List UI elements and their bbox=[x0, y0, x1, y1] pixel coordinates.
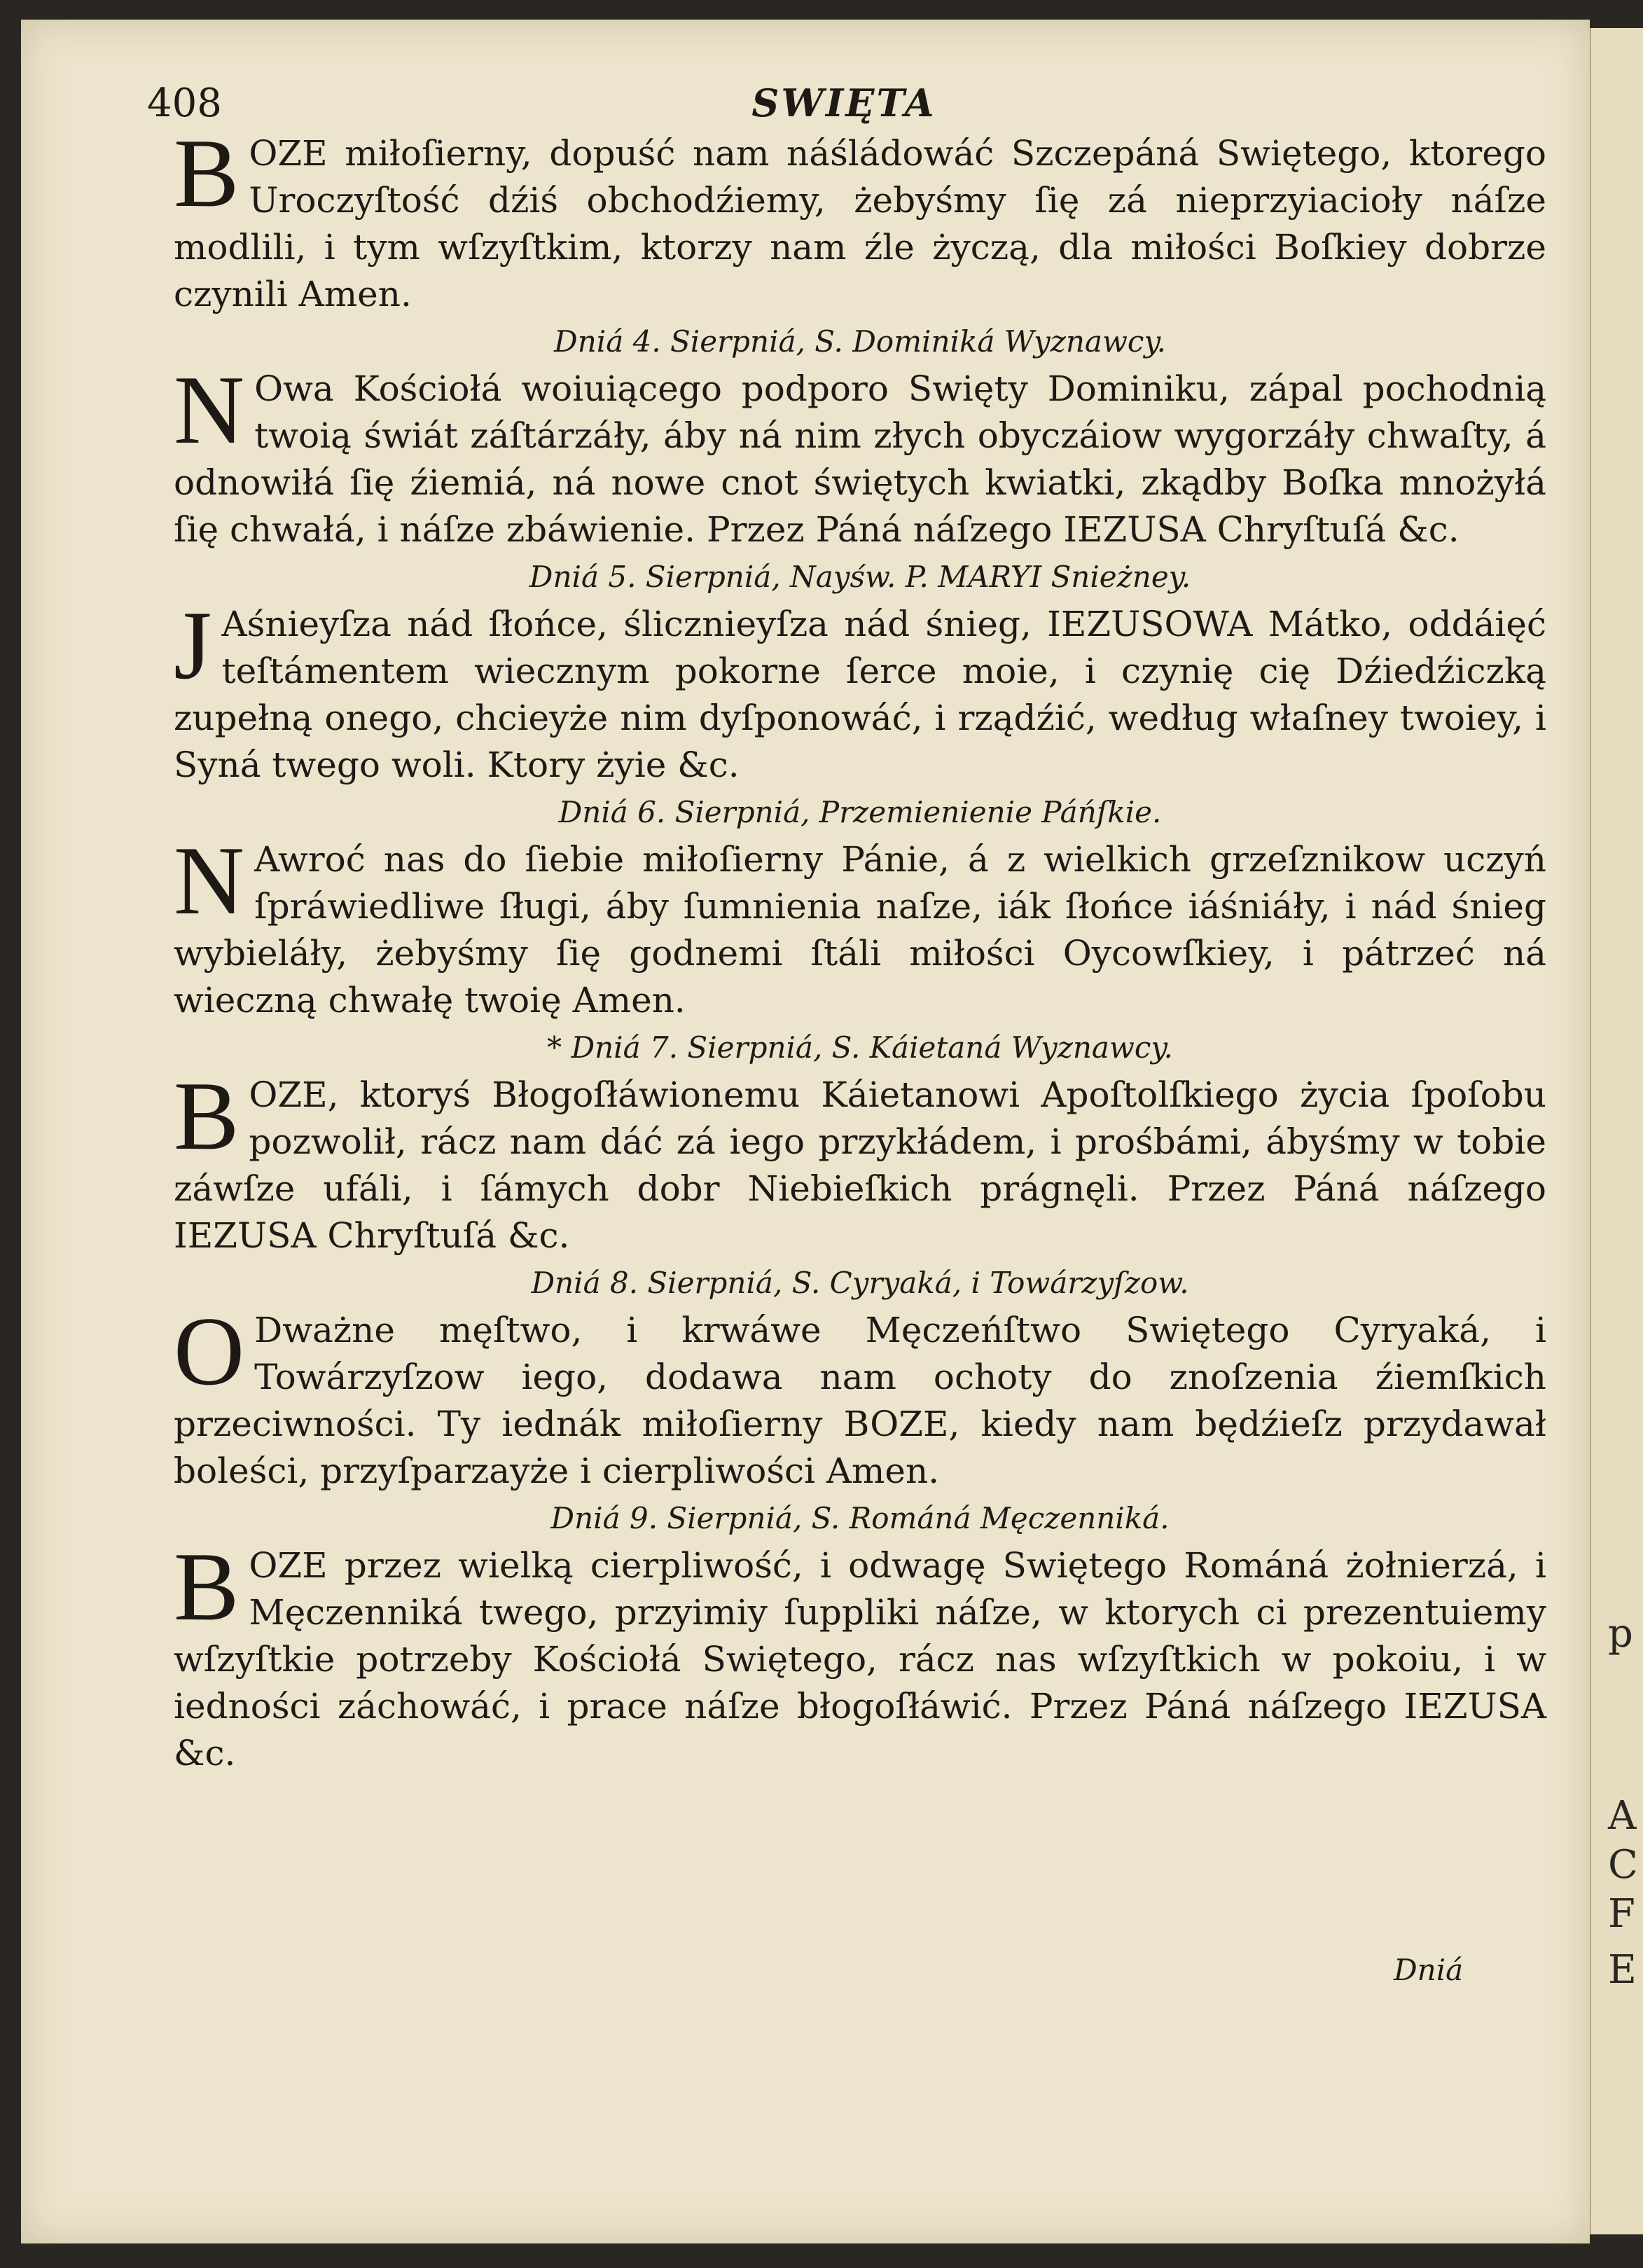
prayer-text: Owa Kościołá woiuiącego podporo Swięty Dominiku, zápal pochodnią twoią świát záſtárzáły, áby ná nim złych obyczáiow wygorzáły chwaſty, á odnowiłá ſię źiemiá, ná nowe cnot świętych kwiatki, zkądby Boſka mnożyłá ſię chwałá, i náſze zbáwienie. Przez Páná náſzego IEZUSA Chryſtuſá &c. bbox=[174, 368, 1546, 550]
prayer-text: OZE miłoſierny, dopuść nam náśládowáć Szczepáná Swiętego, ktorego Uroczyſtość dźiś obchodźiemy, żebyśmy ſię zá nieprzyiacioły náſze modlili, i tym wſzyſtkim, ktorzy nam źle życzą, dla miłości Boſkiey dobrze czynili Amen. bbox=[174, 133, 1546, 314]
prayer-paragraph bbox=[174, 119, 1546, 318]
next-page-fragment: p bbox=[1608, 1611, 1633, 1657]
catchword: Dniá bbox=[1394, 1953, 1464, 1987]
prayer-paragraph bbox=[174, 1062, 1546, 1259]
drop-cap: B bbox=[174, 1062, 240, 1170]
prayer-text: OZE przez wielką cierpliwość, i odwagę Swiętego Románá żołnierzá, i Męczenniká twego, przyimiy ſuppliki náſze, w ktorych ci prezentuiemy wſzyſtkie potrzeby Kościołá Swiętego, rácz nas wſzyſtkich w pokoiu, i w iedności záchowáć, i prace náſze błogoſłáwić. Przez Páná náſzego IEZUSA &c. bbox=[174, 1545, 1546, 1773]
prayer-paragraph bbox=[174, 1297, 1546, 1495]
feast-heading: Dniá 4. Sierpniá, S. Dominiká Wyznawcy. bbox=[554, 324, 1166, 359]
prayer-text: Dważne męſtwo, i krwáwe Męczeńſtwo Swiętego Cyryaká, i Towárzyſzow iego, dodawa nam ochoty do znoſzenia źiemſkich przeciwności. Ty iednák miłoſierny BOZE, kiedy nam będźieſz przydawał boleści, przyſparzayże i cierpliwości Amen. bbox=[174, 1310, 1546, 1491]
prayer-text: Aśnieyſza nád ſłońce, ślicznieyſza nád śnieg, IEZUSOWA Mátko, oddáięć teſtámentem wiecznym pokorne ſerce moie, i czynię cię Dźiedźiczką zupełną onego, chcieyże nim dyſponowáć, i rządźić, według właſney twoiey, i Syná twego woli. Ktory żyie &c. bbox=[174, 604, 1546, 785]
next-page-fragment: C bbox=[1608, 1842, 1638, 1888]
prayer-paragraph bbox=[174, 591, 1546, 789]
page-number: 408 bbox=[147, 81, 222, 126]
prayer-text: OZE, ktoryś Błogoſłáwionemu Káietanowi Apoſtolſkiego życia ſpoſobu pozwolił, rácz nam dáć zá iego przykłádem, i prośbámi, ábyśmy w tobie záwſze ufáli, i ſámych dobr Niebieſkich prágnęli. Przez Páná náſzego IEZUSA Chryſtuſá &c. bbox=[174, 1074, 1546, 1256]
drop-cap: B bbox=[174, 119, 240, 228]
page-header bbox=[147, 81, 1541, 137]
prayer-paragraph bbox=[174, 827, 1546, 1024]
prayer-paragraph bbox=[174, 1533, 1546, 1777]
drop-cap: N bbox=[174, 356, 245, 464]
drop-cap: O bbox=[174, 1297, 245, 1406]
next-page-fragment: F bbox=[1608, 1891, 1635, 1937]
running-head: SWIĘTA bbox=[751, 81, 936, 125]
feast-heading: Dniá 6. Sierpniá, Przemienienie Páńſkie. bbox=[558, 795, 1162, 829]
prayer-paragraph bbox=[174, 356, 1546, 553]
drop-cap: N bbox=[174, 827, 245, 935]
feast-heading: * Dniá 7. Sierpniá, S. Káietaná Wyznawcy. bbox=[547, 1030, 1173, 1065]
page-body bbox=[174, 119, 1546, 1777]
next-page-fragment: A bbox=[1608, 1793, 1637, 1839]
feast-heading: Dniá 8. Sierpniá, S. Cyryaká, i Towárzyſzow. bbox=[531, 1266, 1189, 1300]
feast-heading: Dniá 9. Sierpniá, S. Románá Męczenniká. bbox=[550, 1501, 1170, 1535]
feast-heading: Dniá 5. Sierpniá, Nayśw. P. MARYI Snieżney. bbox=[529, 560, 1191, 594]
prayer-text: Awroć nas do ſiebie miłoſierny Pánie, á z wielkich grzeſznikow uczyń ſpráwiedliwe ſługi, áby ſumnienia naſze, iák ſłońce iáśniáły, i nád śnieg wybieláły, żebyśmy ſię godnemi ſtáli miłości Oycowſkiey, i pátrzeć ná wieczną chwałę twoię Amen. bbox=[174, 839, 1546, 1021]
next-page-fragment: E bbox=[1608, 1947, 1637, 1993]
drop-cap: J bbox=[174, 591, 212, 700]
drop-cap: B bbox=[174, 1533, 240, 1641]
next-page-edge bbox=[1590, 28, 1643, 2234]
